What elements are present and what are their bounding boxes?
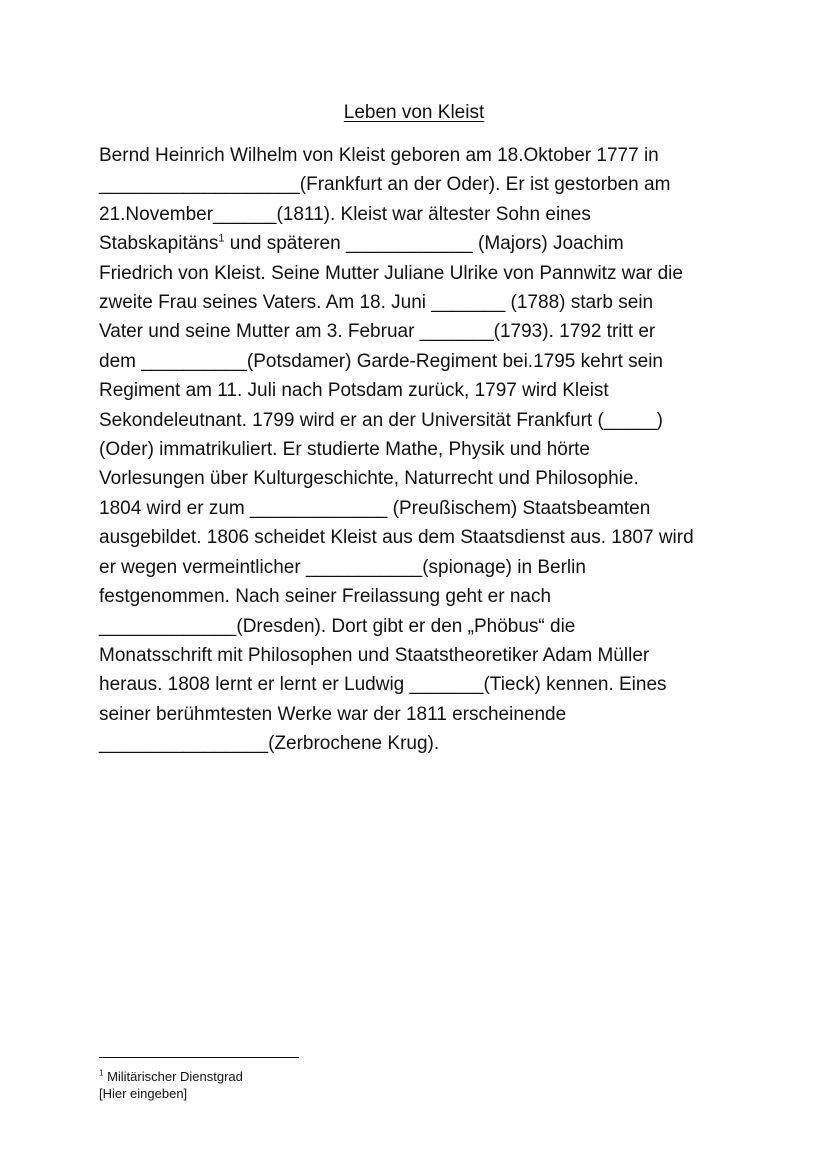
text-line: dem __________(Potsdamer) Garde-Regiment bei.1795 kehrt sein xyxy=(99,350,663,372)
text-line: seiner berühmtesten Werke war der 1811 erscheinende xyxy=(99,703,567,725)
text-line: zweite Frau seines Vaters. Am 18. Juni _______ (1788) starb sein xyxy=(99,292,654,314)
text-line: ___________________(Frankfurt an der Oder). Er ist gestorben am xyxy=(99,174,671,196)
text-line: Vater und seine Mutter am 3. Februar _______(1793). 1792 tritt er xyxy=(99,321,656,343)
body-text xyxy=(99,141,759,759)
text-line: Regiment am 11. Juli nach Potsdam zurück, 1797 wird Kleist xyxy=(99,380,609,402)
footnote-marker: 1 xyxy=(99,1068,104,1078)
text-line: Monatsschrift mit Philosophen und Staatstheoretiker Adam Müller xyxy=(99,644,650,666)
text-line: 1804 wird er zum _____________ (Preußischem) Staatsbeamten xyxy=(99,497,651,519)
page-title: Leben von Kleist xyxy=(343,102,485,123)
text-segment: Stabskapitäns xyxy=(99,233,219,255)
footer-placeholder[interactable]: [Hier eingeben] xyxy=(99,1086,188,1101)
footnote-text: Militärischer Dienstgrad xyxy=(103,1069,243,1084)
text-line: ________________(Zerbrochene Krug). xyxy=(99,733,440,755)
footnote-reference[interactable]: 1 xyxy=(218,232,225,245)
text-line: heraus. 1808 lernt er lernt er Ludwig _______(Tieck) kennen. Eines xyxy=(99,674,667,696)
text-line: er wegen vermeintlicher ___________(spionage) in Berlin xyxy=(99,556,586,578)
text-line-with-footnote xyxy=(99,229,759,258)
text-line: Bernd Heinrich Wilhelm von Kleist geboren am 18.Oktober 1777 in xyxy=(99,145,659,166)
text-line: 21.November______(1811). Kleist war ältester Sohn eines xyxy=(99,203,591,225)
text-line: Sekondeleutnant. 1799 wird er an der Universität Frankfurt (_____) xyxy=(99,409,663,431)
text-line: Friedrich von Kleist. Seine Mutter Juliane Ulrike von Pannwitz war die xyxy=(99,262,683,284)
text-line: ausgebildet. 1806 scheidet Kleist aus dem Staatsdienst aus. 1807 wird xyxy=(99,527,694,549)
text-segment: und späteren ____________ (Majors) Joachim xyxy=(224,233,624,255)
text-line: _____________(Dresden). Dort gibt er den „Phöbus“ die xyxy=(99,615,576,637)
text-line: (Oder) immatrikuliert. Er studierte Mathe, Physik und hörte xyxy=(99,439,591,461)
text-line: festgenommen. Nach seiner Freilassung geht er nach xyxy=(99,586,552,608)
text-line: Vorlesungen über Kulturgeschichte, Naturrecht und Philosophie. xyxy=(99,468,639,490)
footnote xyxy=(99,1068,243,1085)
footnote-separator xyxy=(99,1057,299,1058)
